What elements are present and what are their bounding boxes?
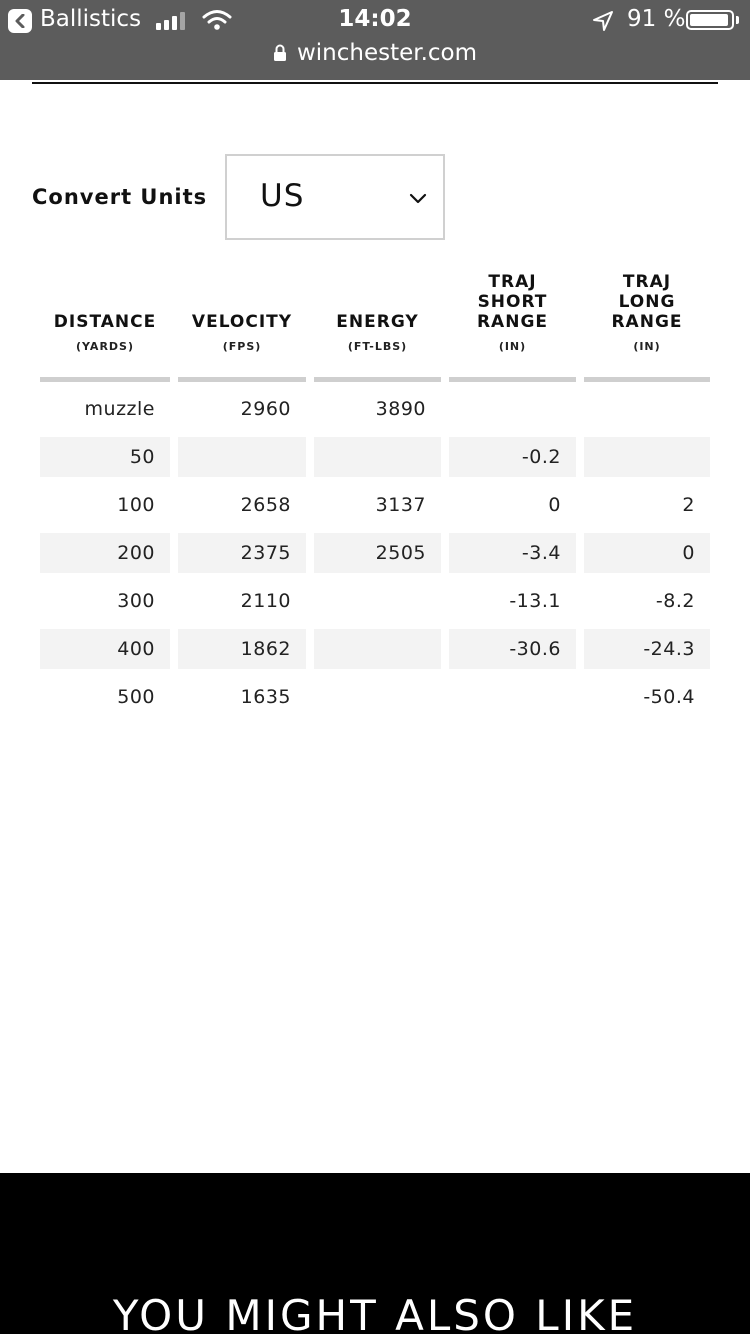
table-cell: 2110 [240,590,291,612]
table-cell [449,677,561,717]
header-underline [40,377,170,382]
table-cell [314,629,426,669]
table-cell: 1635 [240,686,291,708]
status-bar [0,0,750,80]
table-cell [314,437,426,477]
table-cell: -24.3 [643,638,695,660]
column-header-velocity [178,270,306,353]
column-unit: (YARDS) [75,340,134,353]
table-cell: -50.4 [643,686,695,708]
section-title: YOU MIGHT ALSO LIKE [112,1291,638,1340]
column-title: TRAJ SHORT RANGE [476,272,549,332]
table-cell: 3137 [375,494,426,516]
table-cell [584,437,695,477]
table-cell: 300 [117,590,155,612]
table-cell: 50 [129,446,155,468]
recommendations-section [0,1173,750,1340]
table-cell: 2375 [240,542,291,564]
table-cell [314,581,426,621]
table-cell: -0.2 [521,446,561,468]
column-unit: (FPS) [222,340,262,353]
section-divider [32,82,718,84]
table-cell: 0 [682,542,695,564]
table-cell [178,437,291,477]
header-underline [314,377,441,382]
column-unit: (FT-LBS) [347,340,408,353]
units-select-value: US [260,178,305,214]
table-cell: -13.1 [509,590,561,612]
units-select[interactable] [225,154,445,240]
table-cell: 2505 [375,542,426,564]
chevron-down-icon [409,190,427,209]
table-cell: 3890 [375,398,426,420]
table-cell: -30.6 [509,638,561,660]
table-cell [584,389,695,429]
convert-units-label: Convert Units [32,185,208,209]
table-cell: -8.2 [655,590,695,612]
column-header-traj-short-range [449,270,576,353]
column-unit: (IN) [633,340,661,353]
column-title: VELOCITY [191,312,293,332]
table-cell: 2658 [240,494,291,516]
battery-icon [686,10,734,30]
column-unit: (IN) [498,340,527,353]
lock-icon [273,42,287,68]
column-header-energy [314,270,441,353]
column-header-distance [40,270,170,353]
header-underline [178,377,306,382]
header-underline [449,377,576,382]
table-cell: 1862 [240,638,291,660]
header-underline [584,377,710,382]
table-cell: 0 [548,494,561,516]
table-cell: 100 [117,494,155,516]
battery-tip [736,16,739,24]
table-cell: -3.4 [521,542,561,564]
table-cell: 500 [117,686,155,708]
table-cell: 200 [117,542,155,564]
column-title: TRAJ LONG RANGE [611,272,683,332]
url-text: winchester.com [296,40,478,66]
table-cell: 2 [682,494,695,516]
clock: 14:02 [338,6,412,32]
column-header-traj-long-range [584,270,710,353]
table-cell: 400 [117,638,155,660]
table-cell: 2960 [240,398,291,420]
column-title: ENERGY [336,312,419,332]
table-cell [449,389,561,429]
location-arrow-icon [592,10,614,36]
back-app-label[interactable]: Ballistics [40,6,142,32]
table-cell [314,677,426,717]
address-bar[interactable] [0,40,750,68]
table-cell: muzzle [84,398,155,420]
battery-percentage: 91 % [627,6,686,32]
column-title: DISTANCE [53,312,157,332]
